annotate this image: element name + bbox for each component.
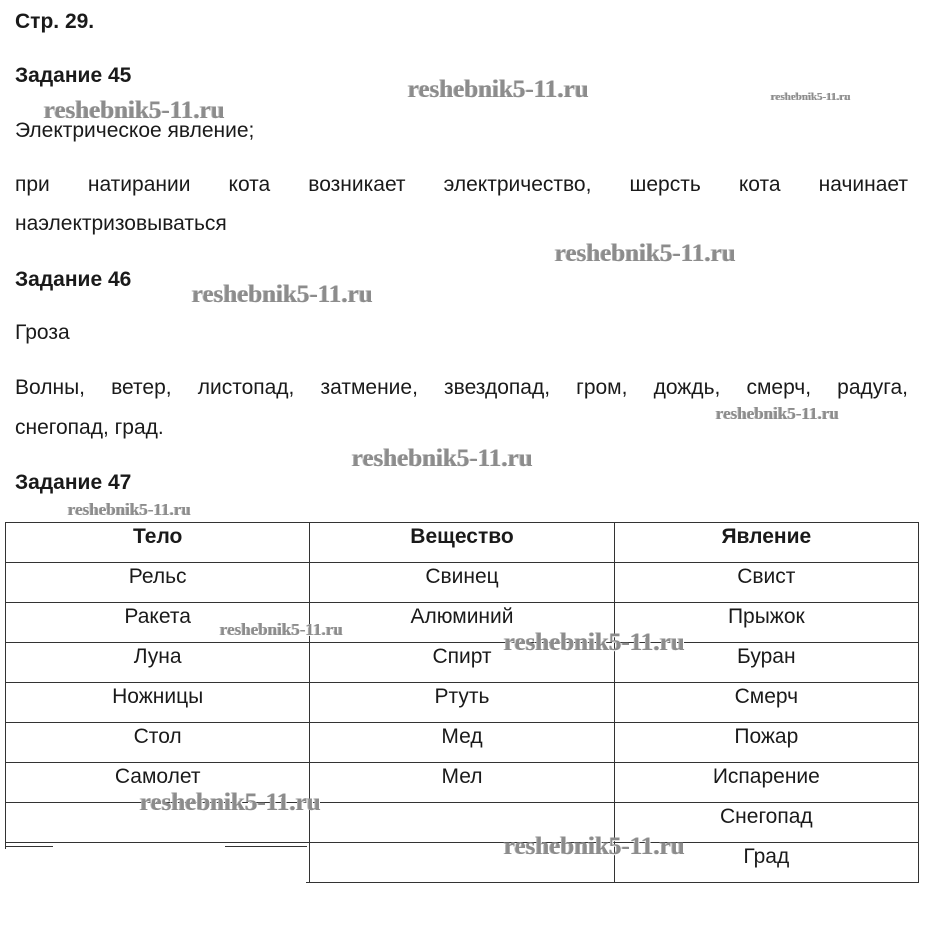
table-cell: Буран (614, 643, 918, 683)
task-46-heading: Задание 46 (15, 268, 132, 291)
watermark: reshebnik5-11.ru (140, 789, 321, 816)
table-cell: Свинец (310, 563, 614, 603)
table-cell: Рельс (6, 563, 310, 603)
header-body: Тело (6, 523, 310, 563)
classification-table (5, 522, 919, 883)
table-cell: Прыжок (614, 603, 918, 643)
table-row (6, 603, 919, 643)
watermark: reshebnik5-11.ru (68, 500, 191, 519)
task-46-answer-line-1: Гроза (15, 321, 70, 344)
task-46-answer-line-3: снегопад, град. (15, 416, 164, 439)
task-45-answer-line-2: при натирании кота возникает электричество, шерсть кота начинает (15, 173, 908, 196)
table-cell: Испарение (614, 763, 918, 803)
header-substance: Вещество (310, 523, 614, 563)
watermark: reshebnik5-11.ru (352, 445, 533, 472)
watermark: reshebnik5-11.ru (555, 240, 736, 267)
table-row (6, 723, 919, 763)
table-cell: Ракета (6, 603, 310, 643)
erased-table-corner (0, 849, 306, 909)
watermark: reshebnik5-11.ru (220, 620, 343, 639)
table-cell: Ртуть (310, 683, 614, 723)
watermark: reshebnik5-11.ru (716, 404, 839, 423)
table-cell: Снегопад (614, 803, 918, 843)
table-cell: Самолет (6, 763, 310, 803)
table-cell: Спирт (310, 643, 614, 683)
task-45-answer-line-3: наэлектризовываться (15, 212, 227, 235)
page-label: Стр. 29. (15, 10, 95, 33)
table-cell: Смерч (614, 683, 918, 723)
watermark: reshebnik5-11.ru (504, 629, 685, 656)
table-cell: Мел (310, 763, 614, 803)
task-46-answer-line-2: Волны, ветер, листопад, затмение, звездопад, гром, дождь, смерч, радуга, (15, 376, 908, 399)
watermark: reshebnik5-11.ru (504, 833, 685, 860)
task-45-answer-line-1: Электрическое явление; (15, 119, 255, 142)
table-cell: Стол (6, 723, 310, 763)
table-row (6, 683, 919, 723)
table-cell: Луна (6, 643, 310, 683)
table-line-fragment (225, 846, 307, 847)
watermark: reshebnik5-11.ru (408, 76, 589, 103)
table-row (6, 563, 919, 603)
table-header-row (6, 523, 919, 563)
task-47-heading: Задание 47 (15, 471, 132, 494)
watermark: reshebnik5-11.ru (192, 281, 373, 308)
table-cell: Град (614, 843, 918, 883)
table-row (6, 643, 919, 683)
table-cell: Алюминий (310, 603, 614, 643)
header-phenomenon: Явление (614, 523, 918, 563)
table-cell: Свист (614, 563, 918, 603)
table-cell: Ножницы (6, 683, 310, 723)
table-cell: Пожар (614, 723, 918, 763)
task-45-heading: Задание 45 (15, 64, 132, 87)
watermark: reshebnik5-11.ru (771, 91, 851, 103)
table-line-fragment (5, 846, 53, 847)
table-cell: Мед (310, 723, 614, 763)
watermark: reshebnik5-11.ru (44, 97, 225, 124)
